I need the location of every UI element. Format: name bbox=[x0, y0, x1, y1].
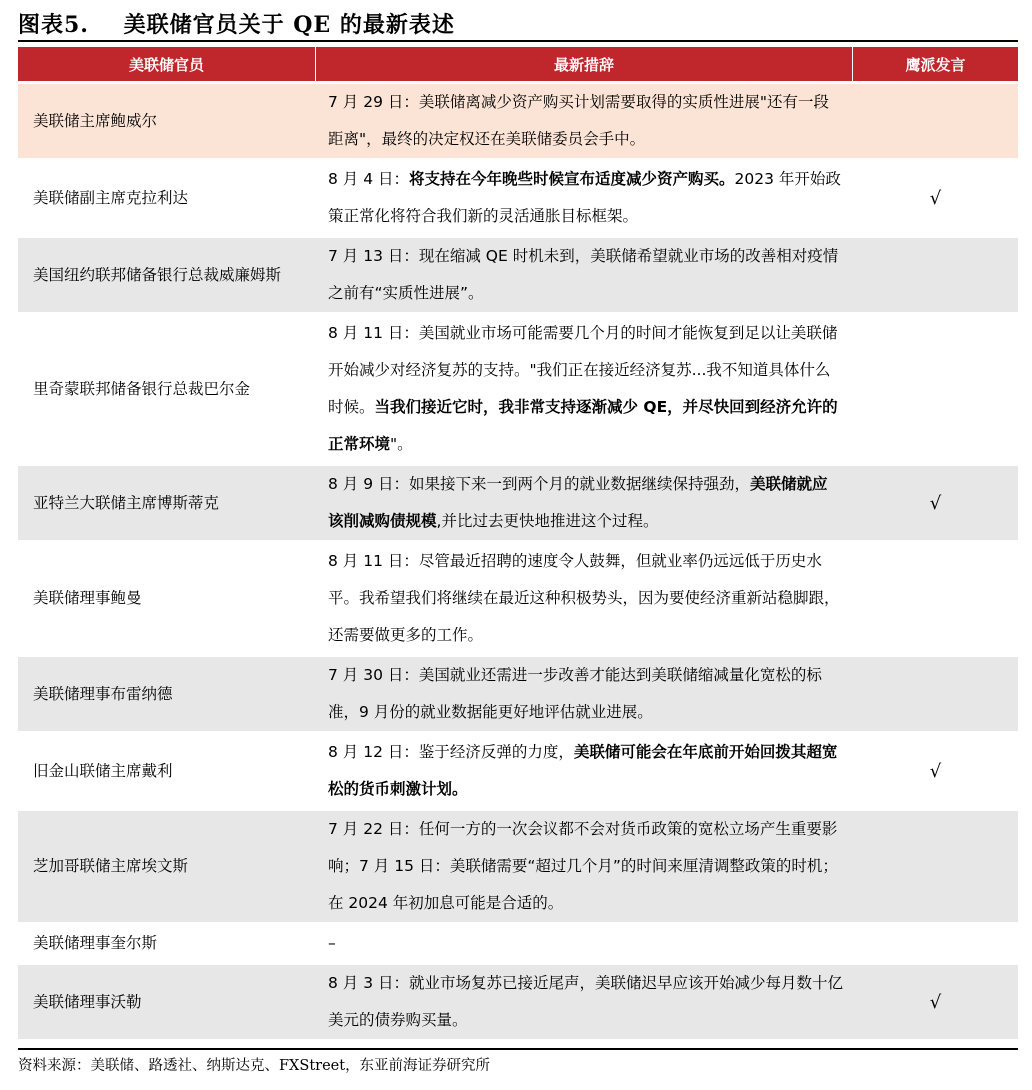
statement-bold-text: 美联储就应该削减购债规模 bbox=[328, 475, 828, 530]
official-cell: 美国纽约联邦储备银行总裁威廉姆斯 bbox=[18, 238, 316, 312]
statement-cell bbox=[316, 965, 853, 1039]
source-note: 资料来源：美联储、路透社、纳斯达克、FXStreet，东亚前海证券研究所 bbox=[18, 1058, 491, 1074]
figure-title: 图表5. 美联储官员关于 QE 的最新表述 bbox=[18, 11, 455, 38]
statement-text: 8 月 4 日： bbox=[328, 170, 410, 188]
statement-text: 8 月 9 日：如果接下来一到两个月的就业数据继续保持强劲， bbox=[328, 475, 751, 493]
table-header-row bbox=[18, 47, 1018, 81]
statement-text: 7 月 22 日：任何一方的一次会议都不会对货币政策的宽松立场产生重要影响；7 月 15 日：美联储需要“超过几个月”的时间来厘清调整政策的时机；在 2024 年初加息可能是合适的。 bbox=[328, 820, 838, 912]
table-row bbox=[18, 466, 1018, 540]
official-cell: 芝加哥联储主席埃文斯 bbox=[18, 811, 316, 922]
hawkish-cell: √ bbox=[853, 161, 1018, 235]
statement-text: – bbox=[328, 934, 336, 952]
statement-text: "。 bbox=[390, 435, 413, 453]
table-row bbox=[18, 925, 1018, 962]
statement-cell bbox=[316, 238, 853, 312]
official-cell: 里奇蒙联邦储备银行总裁巴尔金 bbox=[18, 315, 316, 463]
figure-title-bar bbox=[18, 6, 1018, 42]
statement-cell bbox=[316, 657, 853, 731]
statement-cell bbox=[316, 925, 853, 962]
table-row bbox=[18, 315, 1018, 463]
statement-cell bbox=[316, 811, 853, 922]
official-cell: 美联储副主席克拉利达 bbox=[18, 161, 316, 235]
statement-text: 7 月 13 日：现在缩减 QE 时机未到，美联储希望就业市场的改善相对疫情之前有“实质性进展”。 bbox=[328, 247, 839, 302]
statement-text: 8 月 11 日：美国就业市场可能需要几个月的时间才能恢复到足以让美联储开始减少对经济复苏的支持。"我们正在接近经济复苏...我不知道具体什么时候。 bbox=[328, 324, 838, 416]
table-row bbox=[18, 657, 1018, 731]
table-body bbox=[18, 84, 1018, 1039]
statement-bold-text: 将支持在今年晚些时候宣布适度减少资产购买。 bbox=[409, 170, 735, 188]
statement-cell bbox=[316, 315, 853, 463]
qe-statements-table bbox=[18, 44, 1018, 1042]
table-row bbox=[18, 238, 1018, 312]
official-cell: 美联储理事鲍曼 bbox=[18, 543, 316, 654]
official-cell: 旧金山联储主席戴利 bbox=[18, 734, 316, 808]
statement-text: 2023 年开始政策正常化将符合我们新的灵活通胀目标框架。 bbox=[328, 170, 841, 225]
statement-cell bbox=[316, 543, 853, 654]
statement-text: 8 月 3 日：就业市场复苏已接近尾声，美联储迟早应该开始减少每月数十亿美元的债券购买量。 bbox=[328, 974, 844, 1029]
statement-bold-text: 当我们接近它时，我非常支持逐渐减少 QE，并尽快回到经济允许的正常环境 bbox=[328, 398, 838, 453]
official-cell: 美联储理事奎尔斯 bbox=[18, 925, 316, 962]
hawkish-cell bbox=[853, 238, 1018, 312]
table-row bbox=[18, 811, 1018, 922]
table-row bbox=[18, 965, 1018, 1039]
official-cell: 美联储理事沃勒 bbox=[18, 965, 316, 1039]
hawkish-cell: √ bbox=[853, 734, 1018, 808]
table-row bbox=[18, 543, 1018, 654]
hawkish-cell bbox=[853, 657, 1018, 731]
statement-cell bbox=[316, 734, 853, 808]
statement-bold-text: 美联储可能会在年底前开始回拨其超宽松的货币刺激计划。 bbox=[328, 743, 838, 798]
table-row bbox=[18, 84, 1018, 158]
statement-text: 7 月 30 日：美国就业还需进一步改善才能达到美联储缩减量化宽松的标准，9 月份的就业数据能更好地评估就业进展。 bbox=[328, 666, 822, 721]
statement-cell bbox=[316, 84, 853, 158]
header-statement: 最新措辞 bbox=[316, 47, 853, 81]
official-cell: 美联储理事布雷纳德 bbox=[18, 657, 316, 731]
header-official: 美联储官员 bbox=[18, 47, 316, 81]
hawkish-cell bbox=[853, 811, 1018, 922]
official-cell: 美联储主席鲍威尔 bbox=[18, 84, 316, 158]
statement-cell bbox=[316, 161, 853, 235]
statement-text: ,并比过去更快地推进这个过程。 bbox=[436, 512, 659, 530]
official-cell: 亚特兰大联储主席博斯蒂克 bbox=[18, 466, 316, 540]
table-row bbox=[18, 161, 1018, 235]
hawkish-cell bbox=[853, 925, 1018, 962]
source-divider bbox=[18, 1048, 1018, 1050]
hawkish-cell: √ bbox=[853, 466, 1018, 540]
table-row bbox=[18, 734, 1018, 808]
statement-text: 8 月 12 日：鉴于经济反弹的力度， bbox=[328, 743, 574, 761]
hawkish-cell bbox=[853, 84, 1018, 158]
hawkish-cell: √ bbox=[853, 965, 1018, 1039]
hawkish-cell bbox=[853, 543, 1018, 654]
hawkish-cell bbox=[853, 315, 1018, 463]
statement-text: 8 月 11 日：尽管最近招聘的速度令人鼓舞，但就业率仍远远低于历史水平。我希望我们将继续在最近这种积极势头，因为要使经济重新站稳脚跟，还需要做更多的工作。 bbox=[328, 552, 840, 644]
header-hawkish: 鹰派发言 bbox=[853, 47, 1018, 81]
statement-text: 7 月 29 日：美联储离减少资产购买计划需要取得的实质性进展"还有一段距离"，最终的决定权还在美联储委员会手中。 bbox=[328, 93, 829, 148]
statement-cell bbox=[316, 466, 853, 540]
